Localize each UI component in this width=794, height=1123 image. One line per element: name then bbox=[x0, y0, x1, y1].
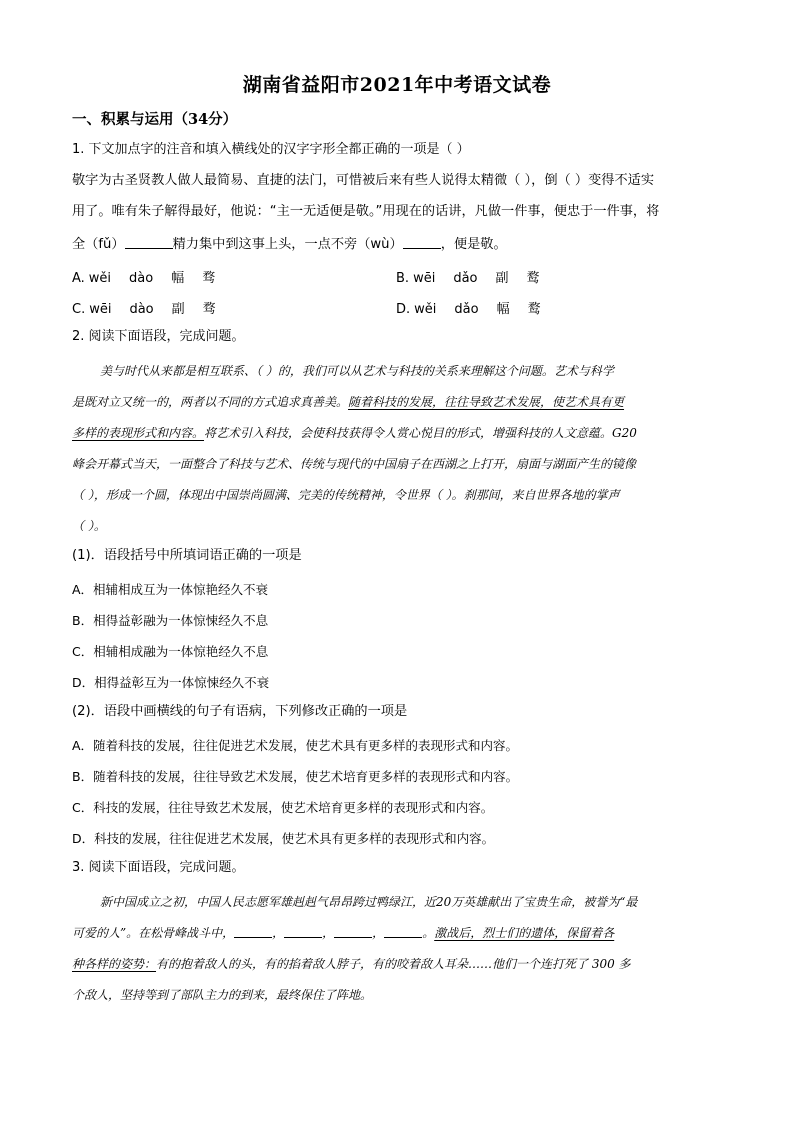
option-pinyin: dào bbox=[129, 271, 154, 286]
option-a bbox=[72, 267, 233, 286]
subquestion-1-option-c: C．相辅相成融为一体惊艳经久不息 bbox=[72, 644, 269, 659]
subquestion-2: (2)．语段中画横线的句子有语病，下列修改正确的一项是 bbox=[72, 704, 408, 719]
subquestion-1: (1)．语段括号中所填词语正确的一项是 bbox=[72, 548, 302, 563]
question-2-stem: 2. 阅读下面语段，完成问题。 bbox=[72, 329, 245, 344]
subquestion-1-option-b: B．相得益彰融为一体惊悚经久不息 bbox=[72, 613, 269, 628]
fill-blank bbox=[125, 236, 173, 249]
option-char: 副 bbox=[171, 302, 185, 317]
passage-text: ， bbox=[322, 926, 335, 940]
option-pinyin: dǎo bbox=[453, 271, 478, 286]
option-char: 骛 bbox=[202, 302, 216, 317]
subquestion-1-option-a: A．相辅相成互为一体惊艳经久不衰 bbox=[72, 582, 269, 597]
page-title: 湖南省益阳市2021年中考语文试卷 bbox=[242, 74, 552, 96]
option-b bbox=[396, 267, 558, 286]
question-2-passage-line: 美与时代从来都是相互联系、（ ）的，我们可以从艺术与科技的关系来理解这个问题。艺术与科学 bbox=[100, 364, 614, 378]
question-3-passage-line bbox=[72, 955, 724, 972]
fill-blank bbox=[334, 925, 372, 938]
question-2-passage-line: （ ）。 bbox=[72, 519, 106, 533]
option-d bbox=[396, 298, 559, 317]
option-pinyin: dào bbox=[129, 302, 154, 317]
passage-text: 将艺术引入科技，会使科技获得令人赏心悦目的形式，增强科技的人文意蕴。G20 bbox=[204, 426, 637, 440]
underlined-sentence: 多样的表现形式和内容。 bbox=[72, 426, 205, 440]
passage-text: 。 bbox=[422, 926, 435, 940]
question-3-passage-line: 个敌人，坚持等到了部队主力的到来，最终保住了阵地。 bbox=[72, 988, 373, 1002]
underlined-sentence: 种各样的姿势： bbox=[72, 957, 157, 971]
fill-blank bbox=[284, 925, 322, 938]
section-heading: 一、积累与运用（34分） bbox=[72, 111, 238, 128]
fill-blank bbox=[384, 925, 422, 938]
option-pinyin: wēi bbox=[89, 302, 112, 317]
underlined-sentence: 随着科技的发展，往往导致艺术发展，使艺术具有更 bbox=[348, 395, 625, 409]
option-char: 副 bbox=[495, 271, 509, 286]
passage-text: 是既对立又统一的，两者以不同的方式追求真善美。 bbox=[72, 395, 349, 409]
passage-text: ， bbox=[272, 926, 285, 940]
option-pinyin: wēi bbox=[413, 271, 436, 286]
question-1-stem: 1. 下文加点字的注音和填入横线处的汉字字形全都正确的一项是（ ） bbox=[72, 142, 470, 157]
option-char: 幅 bbox=[496, 302, 510, 317]
question-2-passage-line: （ ），形成一个圆，体现出中国崇尚圆满、完美的传统精神，令世界（ ）。刹那间，来自世界各地的掌声 bbox=[72, 488, 620, 502]
question-3-passage-line: 新中国成立之初，中国人民志愿军雄赳赳气昂昂跨过鸭绿江，近20万英雄献出了宝贵生命，被誉为“最 bbox=[100, 895, 638, 909]
question-1-passage-line: 敬字为古圣贤教人做人最简易、直捷的法门，可惜被后来有些人说得太精微（ ），倒（ ）变得不适实 bbox=[72, 173, 655, 188]
question-3-stem: 3. 阅读下面语段，完成问题。 bbox=[72, 860, 245, 875]
option-char: 鹜 bbox=[526, 271, 540, 286]
passage-text: ，便是敬。 bbox=[440, 237, 507, 252]
question-1-passage-line bbox=[72, 236, 507, 251]
subquestion-2-option-a: A．随着科技的发展，往往促进艺术发展，使艺术具有更多样的表现形式和内容。 bbox=[72, 738, 519, 753]
passage-text: ， bbox=[372, 926, 385, 940]
subquestion-2-option-d: D．科技的发展，往往促进艺术发展，使艺术具有更多样的表现形式和内容。 bbox=[72, 831, 495, 846]
option-char: 鹜 bbox=[527, 302, 541, 317]
fill-blank bbox=[403, 236, 441, 249]
option-pinyin: dǎo bbox=[454, 302, 479, 317]
question-1-passage-line: 用了。唯有朱子解得最好，他说：“主一无适便是敬。”用现在的话讲，凡做一件事，便忠于一件事，将 bbox=[72, 204, 660, 219]
option-letter: C. bbox=[72, 302, 86, 317]
option-letter: D. bbox=[396, 302, 411, 317]
option-letter: B. bbox=[396, 271, 410, 286]
option-pinyin: wěi bbox=[88, 271, 112, 286]
option-char: 骛 bbox=[202, 271, 216, 286]
passage-text: 可爱的人”。在松骨峰战斗中， bbox=[72, 926, 235, 940]
subquestion-1-option-d: D．相得益彰互为一体惊悚经久不衰 bbox=[72, 675, 270, 690]
option-char: 幅 bbox=[171, 271, 185, 286]
question-2-passage-line bbox=[72, 393, 724, 410]
passage-text: 有的抱着敌人的头，有的掐着敌人脖子，有的咬着敌人耳朵……他们一个连打死了 300 多 bbox=[156, 957, 631, 971]
question-3-passage-line bbox=[72, 924, 724, 941]
passage-text: 全（fǔ） bbox=[72, 237, 125, 252]
passage-text: 精力集中到这事上头，一点不旁（wù） bbox=[172, 237, 403, 252]
underlined-sentence: 激战后，烈士们的遗体，保留着各 bbox=[434, 926, 615, 940]
fill-blank bbox=[234, 925, 272, 938]
question-2-passage-line bbox=[72, 424, 724, 441]
option-pinyin: wěi bbox=[414, 302, 437, 317]
question-2-passage-line: 峰会开幕式当天，一面整合了科技与艺术、传统与现代的中国扇子在西湖之上打开，扇面与湖面产生的镜像 bbox=[72, 457, 637, 471]
option-c bbox=[72, 298, 234, 317]
subquestion-2-option-b: B．随着科技的发展，往往导致艺术发展，使艺术培育更多样的表现形式和内容。 bbox=[72, 769, 519, 784]
subquestion-2-option-c: C．科技的发展，往往导致艺术发展，使艺术培育更多样的表现形式和内容。 bbox=[72, 800, 494, 815]
option-letter: A. bbox=[72, 271, 85, 286]
